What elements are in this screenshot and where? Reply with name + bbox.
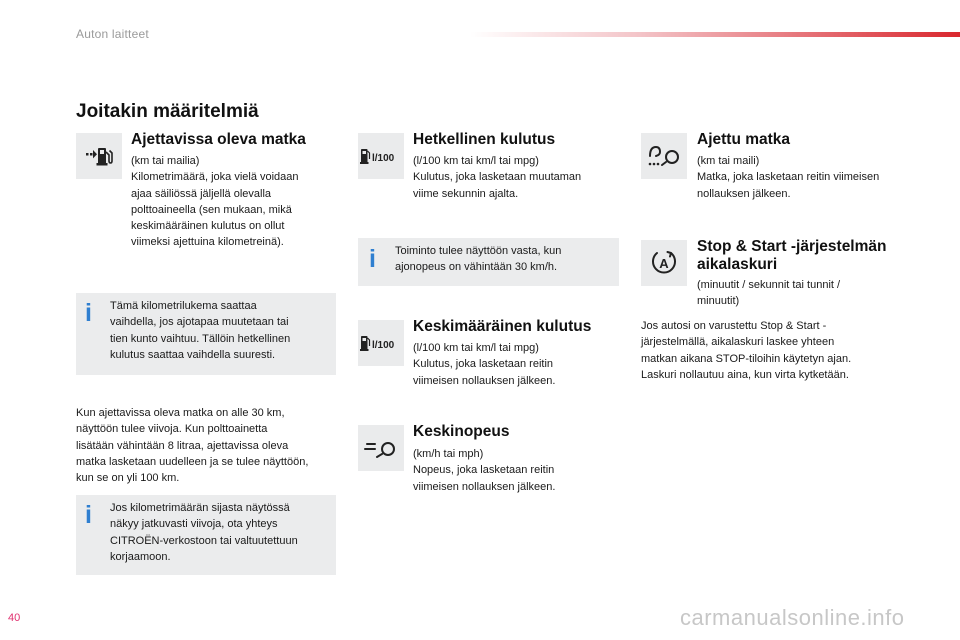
average-consumption-icon: [358, 320, 404, 366]
page-number: 40: [8, 612, 21, 624]
instant-consumption-icon: [358, 133, 404, 179]
avg-speed-body: (km/h tai mph) Nopeus, joka lasketaan reitin viimeisen nollauksen jälkeen.: [413, 448, 556, 493]
distance-travelled-icon: [641, 133, 687, 179]
instant-icon-label: l/100: [372, 153, 395, 164]
stopstart-body: (minuutit / sekunnit tai tunnit / minuutit): [697, 279, 841, 308]
dealer-note-text: Jos kilometrimäärän sijasta näytössä näkyy jatkuvasti viivoja, ota yhteys CITROËN-verkostoon tai valtuutettuun korjaamoon.: [110, 502, 298, 563]
average-icon-label: l/100: [372, 340, 395, 351]
average-title: Keskimääräinen kulutus: [413, 318, 592, 335]
range-paragraph: Kun ajettavissa oleva matka on alle 30 km, näyttöön tulee viivoja. Kun polttoainetta lisätään vähintään 8 litraa, ajettavissa oleva matka lasketaan uudelleen ja se tulee näyttöön, kun se on yli 100 km.: [76, 407, 309, 485]
page-title: Joitakin määritelmiä: [76, 101, 259, 122]
average-body: (l/100 km tai km/l tai mpg) Kulutus, joka lasketaan reitin viimeisen nollauksen jälkeen.: [413, 342, 556, 387]
instant-title: Hetkellinen kulutus: [413, 131, 556, 148]
dealer-note: [76, 495, 336, 575]
stop-start-letter: A: [659, 256, 669, 271]
range-note-text: Tämä kilometrilukema saattaa vaihdella, jos ajotapaa muutetaan tai tien kunto vaihtuu. Tällöin hetkellinen kulutus saattaa vaihdella suuresti.: [110, 300, 291, 361]
range-body: (km tai mailia) Kilometrimäärä, joka vielä voidaan ajaa säiliössä jäljellä olevalla polttoaineella (sen mukaan, mikä keskimääräinen kulutus on ollut viimeksi ajettuina kilometreinä).: [131, 155, 299, 249]
avg-speed-title: Keskinopeus: [413, 423, 510, 440]
instant-body: (l/100 km tai km/l tai mpg) Kulutus, joka lasketaan muutaman viime sekunnin ajalta.: [413, 155, 582, 200]
range-title: Ajettavissa oleva matka: [131, 131, 306, 148]
instant-note: [358, 238, 619, 286]
fuel-pump-range-icon: [76, 133, 122, 179]
watermark: carmanualsonline.info: [680, 605, 905, 630]
stop-start-icon: [641, 240, 687, 286]
average-speed-icon: [358, 425, 404, 471]
range-note: [76, 293, 336, 375]
distance-title: Ajettu matka: [697, 131, 791, 148]
info-icon: i: [85, 501, 92, 529]
header-accent-bar: [470, 32, 960, 37]
stopstart-title: Stop & Start -järjestelmän aikalaskuri: [697, 238, 887, 273]
instant-note-text: Toiminto tulee näyttöön vasta, kun ajonopeus on vähintään 30 km/h.: [395, 245, 562, 274]
info-icon: i: [85, 299, 92, 327]
stopstart-description: Jos autosi on varustettu Stop & Start - järjestelmällä, aikalaskuri laskee yhteen matkan aikana STOP-tiloihin käytetyn ajan. Laskuri nollautuu aina, kun virta kytketään.: [641, 320, 852, 381]
info-icon: i: [369, 245, 376, 273]
distance-body: (km tai maili) Matka, joka lasketaan reitin viimeisen nollauksen jälkeen.: [697, 155, 880, 200]
running-header: Auton laitteet: [76, 27, 149, 41]
